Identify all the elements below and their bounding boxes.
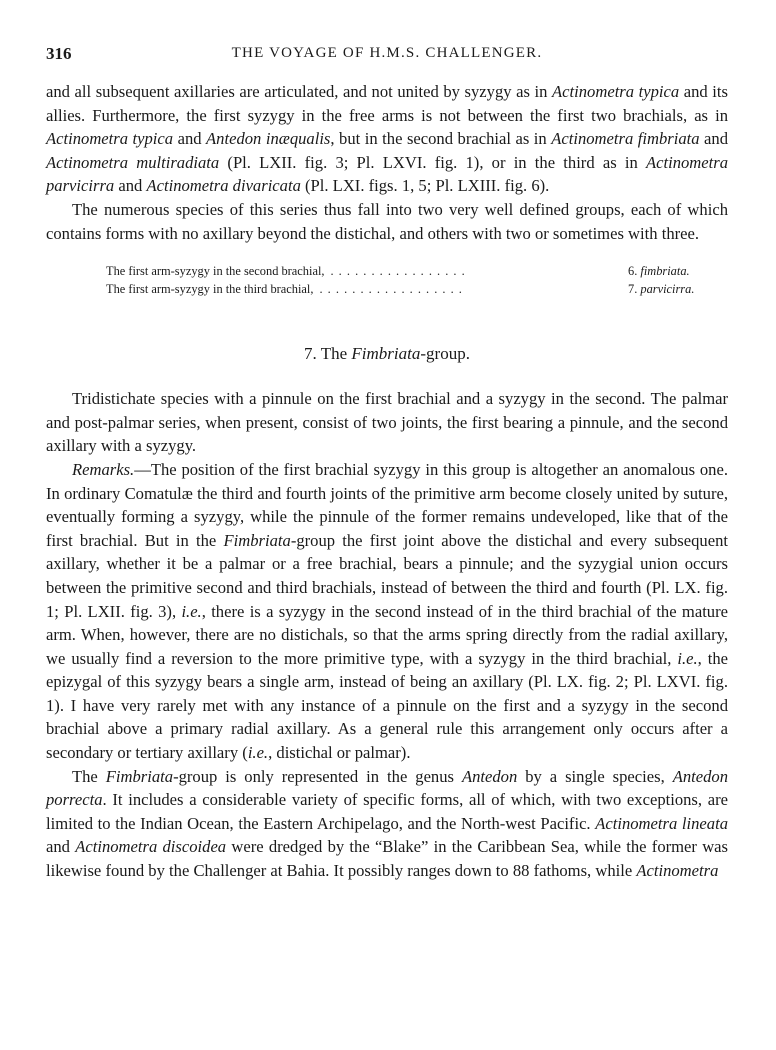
text-run: , the epizygal of this syzygy bears a single arm, instead of being an axillary (Pl. LX. fig. 2; Pl. LXVI. fig. 1). I have very rarely met with any instance of a pinnule on the first and a syzygy in the second brachial above a primary radial axillary. As a general rule this arrangement only occurs after a secondary or tertiary axillary ( bbox=[46, 648, 728, 763]
italic-text-run: Antedon inæqualis bbox=[206, 129, 331, 149]
text-run: (Pl. LXII. fig. 3; Pl. LXVI. fig. 1), or in the third as in bbox=[219, 152, 646, 172]
text-run: and its allies. Furthermore, the first syzygy in the free arms is not between the first two brachials, as in bbox=[46, 82, 728, 125]
page-header bbox=[46, 44, 728, 68]
italic-text-run: Actinometra divaricata bbox=[146, 176, 301, 196]
text-run: and bbox=[46, 837, 76, 857]
text-run: and bbox=[699, 129, 728, 149]
italic-text-run: Fimbriata bbox=[105, 766, 174, 786]
section-title-post: -group. bbox=[420, 344, 470, 364]
section-number: 7. bbox=[304, 344, 317, 364]
italic-text-run: Actinometra typica bbox=[552, 82, 680, 101]
text-run: Tridistichate species with a pinnule on the first brachial and a syzygy in the second. The palmar and post-palmar series, when present, consist of two joints, the first bearing a pinnule, and the second axillary with a syzygy. bbox=[46, 389, 728, 456]
paragraph-3 bbox=[46, 387, 728, 458]
italic-text-run: Actinometra bbox=[636, 861, 719, 881]
text-run: —The position of the first brachial syzygy in this group is altogether an anomalous one. In ordinary Comatulæ the third and fourth joints of the primitive arm become closely united by suture, eventually forming a syzygy, while the pinnule of the former remains undeveloped, like that of the first brachial. But in the bbox=[46, 459, 728, 550]
text-run: The numerous species of this series thus fall into two very well defined groups, each of which contains forms with no axillary beyond the distichal, and others with two or sometimes with three. bbox=[46, 199, 728, 243]
leader-dots: . . . . . . . . . . . . . . . . . bbox=[330, 264, 466, 279]
italic-text-run: Remarks. bbox=[72, 459, 135, 479]
key-value: 7. parvicirra. bbox=[628, 282, 695, 297]
key-value: 6. fimbriata. bbox=[628, 264, 690, 279]
text-run: The bbox=[72, 766, 106, 786]
italic-text-run: Fimbriata bbox=[223, 530, 291, 550]
key-table bbox=[106, 262, 728, 298]
key-row bbox=[106, 262, 728, 280]
text-run: and bbox=[173, 129, 207, 149]
key-label: The first arm-syzygy in the third brachial, bbox=[106, 282, 314, 297]
text-run: , but in the second brachial as in bbox=[330, 129, 552, 149]
text-run: and bbox=[114, 176, 147, 196]
section-heading bbox=[46, 344, 728, 364]
italic-text-run: Actinometra lineata bbox=[595, 813, 728, 833]
italic-text-run: Antedon porrecta bbox=[46, 766, 728, 810]
italic-text-run: Actinometra parvicirra bbox=[46, 152, 728, 196]
italic-text-run: i.e. bbox=[181, 601, 202, 621]
italic-text-run: Antedon bbox=[461, 766, 518, 786]
paragraph-4 bbox=[46, 458, 728, 765]
section-title-pre: The bbox=[320, 344, 352, 364]
italic-text-run: Actinometra multiradiata bbox=[46, 152, 220, 172]
paragraph-5 bbox=[46, 765, 728, 883]
page-number: 316 bbox=[46, 44, 72, 63]
text-run: , there is a syzygy in the second instead of in the third brachial of the mature arm. When, however, there are no distichals, so that the arms spring directly from the radial axillary, we usually find a reversion to the more primitive type, with a syzygy in the third brachial, bbox=[46, 601, 728, 668]
italic-text-run: i.e. bbox=[677, 648, 698, 668]
key-row bbox=[106, 280, 728, 298]
text-run: -group is only represented in the genus bbox=[173, 766, 462, 786]
leader-dots: . . . . . . . . . . . . . . . . . . bbox=[319, 282, 463, 297]
text-run: (Pl. LXI. figs. 1, 5; Pl. LXIII. fig. 6). bbox=[300, 176, 550, 196]
italic-text-run: i.e. bbox=[247, 743, 269, 763]
italic-text-run: Actinometra fimbriata bbox=[551, 129, 700, 149]
running-title: THE VOYAGE OF H.M.S. CHALLENGER. bbox=[231, 45, 543, 61]
text-run: and all subsequent axillaries are articulated, and not united by syzygy as in bbox=[46, 82, 553, 101]
italic-text-run: Actinometra typica bbox=[46, 129, 174, 149]
text-run: by a single species, bbox=[517, 766, 673, 786]
page-body bbox=[46, 80, 728, 883]
text-run: were dredged by the “Blake” in the Caribbean Sea, while the former was likewise found by the Challenger at Bahia. It possibly ranges down to 88 fathoms, while bbox=[46, 837, 728, 881]
italic-text-run: Actinometra discoidea bbox=[75, 837, 227, 857]
text-run: , distichal or palmar). bbox=[268, 743, 411, 763]
key-label: The first arm-syzygy in the second brachial, bbox=[106, 264, 325, 279]
text-run: . It includes a considerable variety of specific forms, all of which, with two exceptions, are limited to the Indian Ocean, the Eastern Archipelago, and the North-west Pacific. bbox=[46, 790, 728, 833]
section-title-italic: Fimbriata bbox=[351, 344, 421, 364]
paragraph-2 bbox=[46, 198, 728, 245]
paragraph-1 bbox=[46, 80, 728, 198]
text-run: -group the first joint above the distichal and every subsequent axillary, whether it be a palmar or a free brachial, bears a pinnule; and the syzygial union occurs between the primitive second and third brachials, instead of between the third and fourth (Pl. LX. fig. 1; Pl. LXII. fig. 3), bbox=[46, 530, 728, 621]
